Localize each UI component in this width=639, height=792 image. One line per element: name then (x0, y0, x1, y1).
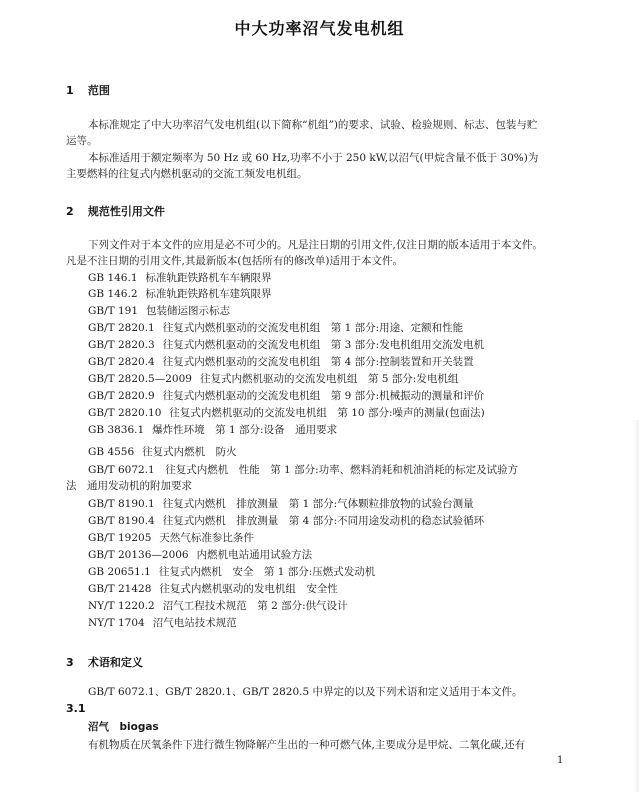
reference-item: GB 3836.1 爆炸性环境 第 1 部分:设备 通用要求 (88, 424, 338, 436)
scan-edge-shadow (633, 420, 639, 792)
section-1-number: 1 (66, 84, 74, 97)
reference-item: GB/T 8190.4 往复式内燃机 排放测量 第 4 部分:不同用途发动机的稳态试验循环 (88, 515, 485, 527)
reference-item: GB 4556 往复式内燃机 防火 (88, 446, 237, 458)
document-title: 中大功率沼气发电机组 (234, 19, 405, 38)
section-3-title: 术语和定义 (87, 656, 143, 669)
section-2-intro-line-1: 下列文件对于本文件的应用是必不可少的。凡是注日期的引用文件,仅注日期的版本适用于本文件。 (88, 239, 543, 251)
reference-item-6072-line-2: 法 通用发动机的附加要求 (66, 480, 192, 492)
reference-item: GB/T 2820.5—2009 往复式内燃机驱动的交流发电机组 第 5 部分:发电机组 (88, 373, 459, 385)
section-1-para-2-line-1: 本标准适用于额定频率为 50 Hz 或 60 Hz,功率不小于 250 kW,以沼气(甲烷含量不低于 30%)为 (88, 152, 539, 164)
section-1-para-2-line-2: 主要燃料的往复式内燃机驱动的交流工频发电机组。 (66, 168, 308, 180)
reference-item: GB/T 2820.9 往复式内燃机驱动的交流发电机组 第 9 部分:机械振动的测量和评价 (88, 390, 485, 402)
reference-item: GB/T 2820.3 往复式内燃机驱动的交流发电机组 第 3 部分:发电机组用交流发电机 (88, 339, 485, 351)
section-1-heading (66, 82, 110, 98)
reference-item: GB/T 8190.1 往复式内燃机 排放测量 第 1 部分:气体颗粒排放物的试验台测量 (88, 498, 474, 510)
section-1-para-1-line-1: 本标准规定了中大功率沼气发电机组(以下简称“机组”)的要求、试验、检验规则、标志、包装与贮 (88, 119, 538, 131)
section-3-number: 3 (66, 656, 74, 669)
reference-item: GB 20651.1 往复式内燃机 安全 第 1 部分:压燃式发动机 (88, 566, 376, 578)
section-2-intro-line-2: 凡是不注日期的引用文件,其最新版本(包括所有的修改单)适用于本文件。 (66, 255, 404, 267)
reference-item: GB 146.1 标准轨距铁路机车车辆限界 (88, 272, 272, 284)
reference-item: NY/T 1704 沼气电站技术规范 (88, 617, 237, 629)
section-2-heading (66, 203, 165, 219)
reference-item: NY/T 1220.2 沼气工程技术规范 第 2 部分:供气设计 (88, 600, 348, 612)
term-definition-line-1: 有机物质在厌氧条件下进行微生物降解产生出的一种可燃气体,主要成分是甲烷、二氧化碳,还有 (88, 739, 526, 751)
section-1-title: 范围 (87, 84, 110, 97)
reference-item: GB/T 2820.1 往复式内燃机驱动的交流发电机组 第 1 部分:用途、定额和性能 (88, 322, 464, 334)
section-2-title: 规范性引用文件 (87, 205, 165, 218)
section-2-number: 2 (66, 205, 74, 218)
reference-item: GB 146.2 标准轨距铁路机车建筑限界 (88, 288, 272, 300)
reference-item: GB/T 2820.10 往复式内燃机驱动的交流发电机组 第 10 部分:噪声的测量(包面法) (88, 407, 485, 419)
section-3-heading (66, 654, 143, 670)
reference-item: GB/T 2820.4 往复式内燃机驱动的交流发电机组 第 4 部分:控制装置和开关装置 (88, 356, 474, 368)
reference-item: GB/T 20136—2006 内燃机电站通用试验方法 (88, 549, 313, 561)
term-biogas: 沼气 biogas (88, 721, 159, 733)
subsection-3-1-number: 3.1 (66, 702, 86, 715)
section-3-intro: GB/T 6072.1、GB/T 2820.1、GB/T 2820.5 中界定的以及下列术语和定义适用于本文件。 (88, 686, 523, 698)
reference-item: GB/T 191 包装储运图示标志 (88, 305, 231, 317)
reference-item: GB/T 21428 往复式内燃机驱动的发电机组 安全性 (88, 583, 338, 595)
page-number: 1 (557, 755, 564, 766)
reference-item-6072-line-1: GB/T 6072.1 往复式内燃机 性能 第 1 部分:功率、燃料消耗和机油消耗的标定及试验方 (88, 464, 519, 476)
reference-item: GB/T 19205 天然气标准参比条件 (88, 532, 254, 544)
section-1-para-1-line-2: 运等。 (66, 135, 98, 147)
